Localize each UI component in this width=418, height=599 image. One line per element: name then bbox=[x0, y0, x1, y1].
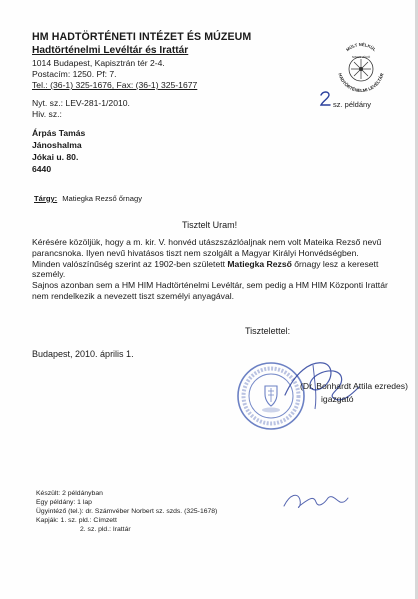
officer-name: Matiegka Rezső bbox=[227, 258, 292, 269]
body-paragraph-2: Sajnos azonban sem a HM HIM Hadtörténelmi Levéltár, sem pedig a HM HIM Központi Irattár nem rendelkezik a nevezett tiszt személyi anyagával. bbox=[32, 280, 388, 301]
postal-address: Postacím: 1250. Pf: 7. bbox=[32, 69, 117, 79]
closing: Tisztelettel: bbox=[245, 326, 291, 336]
footer-recipients-1: Kapják: 1. sz. pld.: Címzett bbox=[36, 517, 117, 524]
subject-line bbox=[34, 194, 142, 203]
subject-label: Tárgy: bbox=[34, 194, 58, 203]
footer-copies: Készült: 2 példányban bbox=[36, 490, 103, 497]
recipient-name: Árpás Tamás bbox=[32, 128, 86, 138]
letter-date: Budapest, 2010. április 1. bbox=[32, 349, 134, 359]
body-paragraph-1: Kérésére közöljük, hogy a m. kir. V. honvéd utászszázlóaljnak nem volt Mateika Rezső nevű parancsnoka. Ilyen nevű hivatásos tiszt nem szolgált a Magyar Királyi Honvédségben. Minden valószínűség szerint az 1902-ben született Matiegka Rezső őrnagy lesz a keresett személy. bbox=[32, 237, 382, 280]
footer-officer: Ügyintéző (tel.): dr. Számvéber Norbert sz. szds. (325-1678) bbox=[36, 508, 218, 515]
street-address: 1014 Budapest, Kapisztrán tér 2-4. bbox=[32, 58, 165, 68]
logo-mid-text: NINCS JÖVŐ bbox=[351, 55, 371, 59]
footer-pages: Egy példány: 1 lap bbox=[36, 499, 92, 506]
your-reference: Hiv. sz.: bbox=[32, 109, 62, 119]
recipient-city: Jánoshalma bbox=[32, 140, 82, 150]
archive-logo-icon bbox=[330, 38, 392, 100]
logo-ring-text: HADTÖRTÉNELMI LEVÉLTÁR bbox=[337, 72, 385, 94]
department-name: Hadtörténelmi Levéltár és Irattár bbox=[32, 45, 189, 56]
initials-signature-icon bbox=[280, 486, 350, 516]
letter-body bbox=[32, 237, 388, 302]
signer-name: (Dr. Bonhardt Attila ezredes) bbox=[300, 381, 408, 391]
institution-title: HM HADTÖRTÉNETI INTÉZET ÉS MÚZEUM bbox=[32, 31, 252, 43]
svg-text:MÚLT NÉLKÜL bbox=[345, 42, 377, 53]
recipient-street: Jókai u. 80. bbox=[32, 152, 79, 162]
logo-top-text: MÚLT NÉLKÜL bbox=[345, 41, 378, 53]
greeting: Tisztelt Uram! bbox=[182, 220, 238, 230]
phone-fax: Tel.: (36-1) 325-1676, Fax: (36-1) 325-1677 bbox=[32, 80, 198, 90]
handwritten-copy-number bbox=[318, 90, 334, 108]
footer-recipients-2: 2. sz. pld.: Irattár bbox=[80, 526, 131, 533]
our-reference: Nyt. sz.: LEV-281-1/2010. bbox=[32, 98, 130, 108]
signer-title: igazgató bbox=[321, 394, 354, 404]
recipient-zip: 6440 bbox=[32, 164, 52, 174]
subject-text: Matiegka Rezső őrnagy bbox=[62, 194, 142, 203]
copy-number-label: sz. példány bbox=[333, 100, 371, 109]
